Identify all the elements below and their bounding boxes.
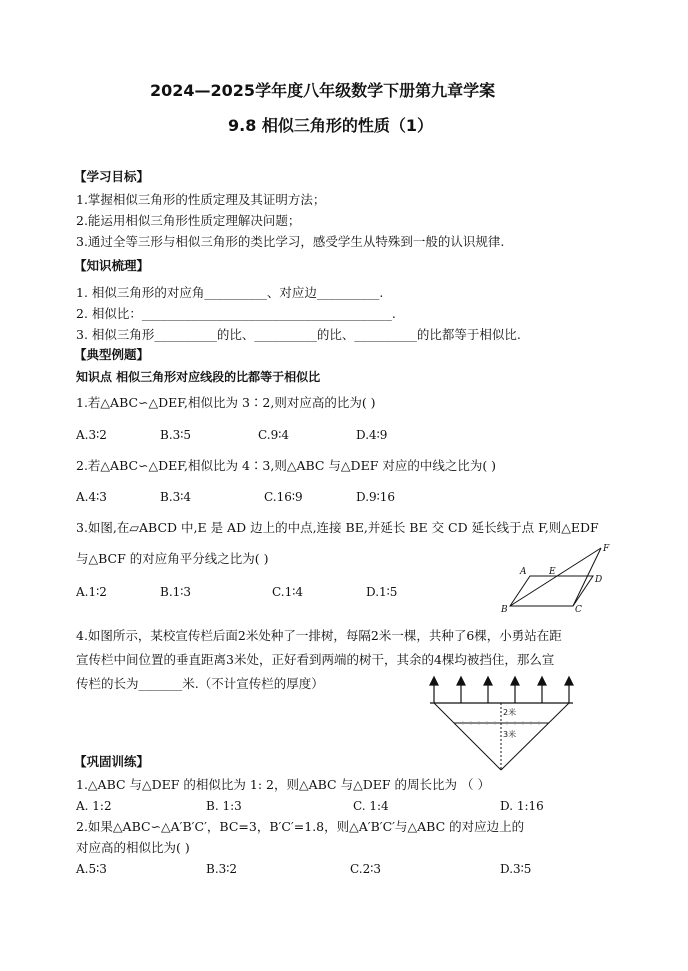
- p1-option-c: C. 1:4: [353, 799, 389, 813]
- example-q3-line1: 3.如图,在▱ABCD 中,E 是 AD 边上的中点,连接 BE,并延长 BE 交 CD 延长线于点 F,则△EDF: [76, 520, 599, 535]
- trees-figure: [423, 675, 579, 775]
- goals-header: 【学习目标】: [74, 169, 150, 184]
- q2-option-d: D.9∶16: [356, 490, 396, 504]
- practice-q1-text: 1.△ABC 与△DEF 的相似比为 1: 2，则△ABC 与△DEF 的周长比为 （ ）: [76, 777, 490, 792]
- q3-option-c: C.1∶4: [272, 585, 303, 599]
- tree-arrow: [430, 677, 438, 703]
- label-c: C: [575, 605, 582, 614]
- label-f: F: [603, 544, 610, 554]
- page-title: 2024—2025学年度八年级数学下册第九章学案: [150, 81, 496, 100]
- q2-option-c: C.16∶9: [264, 490, 303, 504]
- distance-label-3m: 3米: [503, 730, 517, 739]
- p2-option-c: C.2∶3: [350, 862, 381, 876]
- p2-option-a: A.5∶3: [76, 862, 107, 876]
- example-q2-text: 2.若△ABC∽△DEF,相似比为 4∶3,则△ABC 与△DEF 对应的中线之比为( ): [76, 458, 497, 473]
- label-d: D: [595, 575, 603, 585]
- tree-arrow: [511, 677, 519, 703]
- distance-label-2m: 2米: [503, 708, 517, 717]
- q1-option-b: B.3∶5: [160, 428, 192, 442]
- label-e: E: [549, 567, 556, 577]
- tree-arrow: [484, 677, 492, 703]
- q1-option-c: C.9∶4: [258, 428, 289, 442]
- sight-line-left: [434, 703, 501, 770]
- p2-option-b: B.3∶2: [206, 862, 238, 876]
- example-q1-text: 1.若△ABC∽△DEF,相似比为 3∶2,则对应高的比为( ): [76, 395, 376, 410]
- practice-q2-line1: 2.如果△ABC∽△A′B′C′，BC=3，B′C′=1.8，则△A′B′C′与△ABC 的对应边上的: [76, 819, 525, 834]
- q1-option-a: A.3∶2: [76, 428, 107, 442]
- tree-arrow: [457, 677, 465, 703]
- examples-header: 【典型例题】: [74, 347, 150, 362]
- q2-option-a: A.4∶3: [76, 490, 107, 504]
- examples-topic: 知识点 相似三角形对应线段的比都等于相似比: [76, 370, 321, 384]
- example-q3-line2: 与△BCF 的对应角平分线之比为( ): [76, 551, 269, 566]
- label-a: A: [520, 567, 527, 577]
- example-q4-line1: 4.如图所示，某校宣传栏后面2米处种了一排树，每隔2米一棵，共种了6棵，小勇站在距: [76, 628, 562, 643]
- q2-option-b: B.3∶4: [160, 490, 192, 504]
- q3-option-b: B.1∶3: [160, 585, 192, 599]
- label-b: B: [501, 605, 508, 614]
- p1-option-b: B. 1:3: [206, 799, 242, 813]
- q1-option-d: D.4∶9: [356, 428, 388, 442]
- q3-option-a: A.1∶2: [76, 585, 107, 599]
- practice-q2-line2: 对应高的相似比为( ): [76, 840, 190, 855]
- review-item: 2. 相似比：________________________________________.: [76, 306, 396, 321]
- p1-option-d: D. 1:16: [500, 799, 544, 813]
- review-header: 【知识梳理】: [74, 258, 150, 273]
- p2-option-d: D.3∶5: [500, 862, 532, 876]
- q3-option-d: D.1∶5: [366, 585, 398, 599]
- practice-header: 【巩固训练】: [74, 754, 150, 769]
- page-subtitle: 9.8 相似三角形的性质（1）: [228, 116, 434, 135]
- goal-item: 3.通过全等三形与相似三角形的类比学习，感受学生从特殊到一般的认识规律.: [76, 234, 505, 249]
- example-q4-line2: 宣传栏中间位置的垂直距离3米处，正好看到两端的树干，其余的4棵均被挡住，那么宣: [76, 652, 555, 667]
- review-item: 3. 相似三角形__________的比、__________的比、__________的比都等于相似比.: [76, 327, 521, 342]
- tree-arrow: [565, 677, 573, 703]
- goal-item: 2.能运用相似三角形性质定理解决问题；: [76, 213, 301, 228]
- parallelogram-figure: [498, 542, 618, 614]
- goal-item: 1.掌握相似三角形的性质定理及其证明方法；: [76, 192, 326, 207]
- example-q4-line3: 传栏的长为_______米.（不计宣传栏的厚度）: [76, 676, 324, 691]
- tree-arrow: [538, 677, 546, 703]
- review-item: 1. 相似三角形的对应角__________、对应边__________.: [76, 285, 384, 300]
- p1-option-a: A. 1:2: [76, 799, 112, 813]
